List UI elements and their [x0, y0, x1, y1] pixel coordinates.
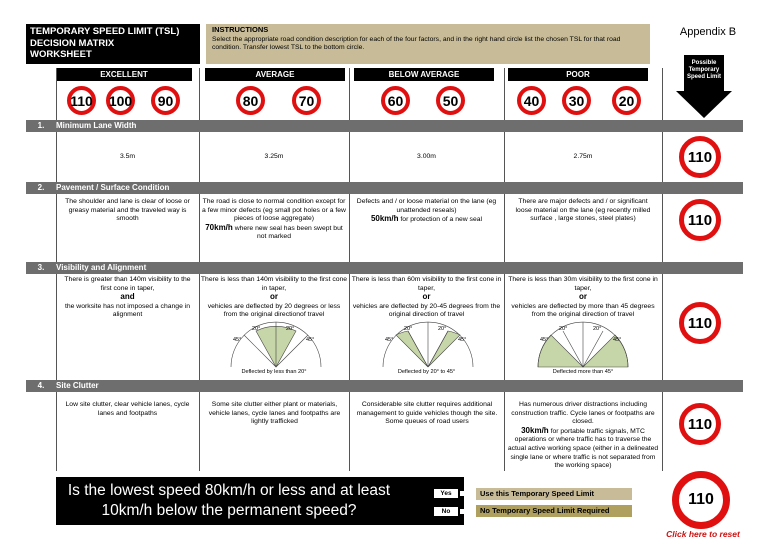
surface-below-average[interactable] — [352, 198, 501, 225]
speed-sign-20[interactable]: 20 — [612, 86, 641, 115]
speed-sign-100[interactable]: 100 — [106, 86, 135, 115]
category-average: AVERAGE — [205, 68, 345, 81]
fan-caption-less-20: Deflected by less than 20° — [241, 369, 307, 375]
speed-sign-80[interactable]: 80 — [236, 86, 265, 115]
section-bar-2 — [26, 182, 743, 194]
visibility-excellent-after: the worksite has not imposed a change in alignment — [64, 302, 191, 319]
use-tsl-option[interactable]: Use this Temporary Speed Limit — [476, 488, 632, 500]
surface-average-speed: 70km/h — [205, 222, 233, 232]
yes-label: Yes — [434, 489, 458, 498]
surface-excellent[interactable]: The shoulder and lane is clear of loose or greasy material and the traveled way is smooth — [65, 198, 190, 223]
surface-average-text: The road is close to normal condition except for a few minor defects (eg small pot holes or a few pieces of loose aggregate) — [202, 198, 346, 223]
deflection-diagram-more-45 — [535, 327, 631, 369]
speed-sign-70[interactable]: 70 — [292, 86, 321, 115]
visibility-below-average[interactable] — [350, 276, 503, 320]
section-bar-4 — [26, 380, 743, 392]
angle-label: 45° — [540, 337, 549, 343]
question-panel — [56, 477, 464, 525]
category-poor: POOR — [508, 68, 648, 81]
angle-label: 20° — [593, 326, 602, 332]
visibility-below-after: vehicles are deflected by 20-45 degrees from the original direction of travel — [352, 302, 501, 319]
clutter-poor[interactable] — [506, 401, 660, 471]
no-label: No — [434, 507, 458, 516]
lane-width-average[interactable]: 3.25m — [264, 153, 284, 160]
clutter-poor-note: for portable traffic signals, MTC operations or where traffic has to traverse the actual active working space (either in a delineated single lane or where traffic is not separated from the working space) — [507, 427, 659, 470]
speed-sign-60[interactable]: 60 — [381, 86, 410, 115]
visibility-excellent-text: There is greater than 140m visibility to the first cone in taper, — [64, 276, 191, 292]
angle-label: 20° — [438, 326, 447, 332]
instructions-heading: INSTRUCTIONS — [212, 25, 269, 34]
surface-poor[interactable]: There are major defects and / or significant loose material on the lane (eg recently milled surface , large stones, steel plates) — [515, 198, 651, 223]
surface-below-note: for protection of a new seal — [400, 216, 483, 224]
speed-sign-40[interactable]: 40 — [517, 86, 546, 115]
tsl-circle-lane-width[interactable]: 110 — [679, 136, 721, 178]
section-number: 4. — [37, 381, 45, 390]
visibility-excellent[interactable] — [58, 276, 197, 320]
angle-label: 20° — [404, 326, 413, 332]
visibility-poor-after: vehicles are deflected by more than 45 degrees from the original direction of travel — [511, 302, 655, 319]
deflection-diagram-less-20 — [228, 327, 324, 369]
clutter-poor-text: Has numerous driver distractions including construction traffic. Cycle lanes or footpaths are closed. — [511, 401, 655, 426]
angle-label: 20° — [559, 326, 568, 332]
deflection-diagram-20-45 — [380, 327, 476, 369]
section-title: Site Clutter — [56, 381, 99, 390]
worksheet-title — [26, 24, 200, 64]
angle-label: 45° — [233, 337, 242, 343]
visibility-poor-text: There is less than 30m visibility to the first cone in taper, — [508, 276, 658, 292]
title-line-3: WORKSHEET — [30, 49, 92, 60]
section-title: Pavement / Surface Condition — [56, 183, 170, 192]
visibility-average-text: There is less than 140m visibility to the first cone in taper, — [200, 276, 348, 292]
angle-label: 45° — [385, 337, 394, 343]
surface-below-speed: 50km/h — [370, 214, 399, 224]
reset-link[interactable]: Click here to reset — [666, 529, 740, 539]
visibility-connector: and — [120, 292, 135, 302]
speed-sign-50[interactable]: 50 — [436, 86, 465, 115]
title-line-1: TEMPORARY SPEED LIMIT (TSL) — [30, 26, 180, 37]
angle-label: 45° — [613, 337, 622, 343]
section-title: Minimum Lane Width — [56, 121, 137, 130]
lane-width-below-average[interactable]: 3.00m — [417, 153, 436, 160]
possible-tsl-label: Possible Temporary Speed Limit — [686, 60, 721, 80]
visibility-connector: or — [270, 292, 278, 302]
final-tsl-circle[interactable]: 110 — [672, 471, 730, 529]
section-bar-1 — [26, 120, 743, 132]
visibility-average-after: vehicles are deflected by 20 degrees or less from the original directionof travel — [207, 302, 341, 319]
category-excellent: EXCELLENT — [56, 68, 192, 81]
category-below-average: BELOW AVERAGE — [354, 68, 494, 81]
section-number: 1. — [37, 121, 45, 130]
speed-sign-110[interactable]: 110 — [67, 86, 96, 115]
lane-width-excellent[interactable]: 3.5m — [119, 153, 136, 160]
tsl-circle-visibility[interactable]: 110 — [679, 302, 721, 344]
tsl-circle-clutter[interactable]: 110 — [679, 403, 721, 445]
title-line-2: DECISION MATRIX — [30, 37, 115, 49]
visibility-connector: or — [579, 292, 587, 302]
surface-average[interactable] — [202, 198, 346, 242]
clutter-poor-speed: 30km/h — [521, 425, 549, 435]
speed-sign-90[interactable]: 90 — [151, 86, 180, 115]
instructions-box — [206, 24, 650, 64]
angle-label: 20° — [252, 326, 261, 332]
arrow-right-icon — [460, 489, 474, 516]
clutter-below-average[interactable]: Considerable site clutter requires additional management to guide vehicles though the site. Some queues of road users — [356, 401, 498, 426]
surface-below-text: Defects and / or loose material on the lane (eg unattended reseals) — [356, 198, 497, 214]
angle-label: 45° — [458, 337, 467, 343]
no-tsl-option[interactable]: No Temporary Speed Limit Required — [476, 505, 632, 517]
angle-label: 20° — [286, 326, 295, 332]
fan-caption-more-45: Deflected more than 45° — [552, 369, 614, 375]
visibility-poor[interactable] — [505, 276, 661, 320]
appendix-label: Appendix B — [679, 26, 737, 38]
clutter-excellent[interactable]: Low site clutter, clear vehicle lanes, cycle lanes and footpaths — [65, 401, 190, 417]
instructions-text: Select the appropriate road condition description for each of the four factors, and in the right hand circle list the chosen TSL for that road condition. Transfer lowest TSL to the bottom circle. — [212, 35, 621, 51]
section-bar-3 — [26, 262, 743, 274]
visibility-below-text: There is less than 60m visibility to the first cone in taper, — [351, 276, 502, 292]
section-title: Visibility and Alignment — [56, 263, 147, 272]
surface-average-note: where new seal has been swept but not marked — [234, 224, 343, 241]
speed-sign-30[interactable]: 30 — [562, 86, 591, 115]
visibility-average[interactable] — [200, 276, 348, 320]
section-number: 3. — [37, 263, 45, 272]
section-number: 2. — [37, 183, 45, 192]
tsl-circle-surface[interactable]: 110 — [679, 199, 721, 241]
fan-caption-20-45: Deflected by 20° to 45° — [397, 369, 456, 375]
lane-width-poor[interactable]: 2.75m — [573, 153, 593, 160]
question-text: Is the lowest speed 80km/h or less and at least 10km/h below the permanent speed? — [67, 482, 391, 519]
clutter-average[interactable]: Some site clutter either plant or materials, vehicle lanes, cycle lanes and footpaths are lightly trafficked — [208, 401, 341, 426]
angle-label: 45° — [306, 337, 315, 343]
visibility-connector: or — [422, 292, 431, 302]
